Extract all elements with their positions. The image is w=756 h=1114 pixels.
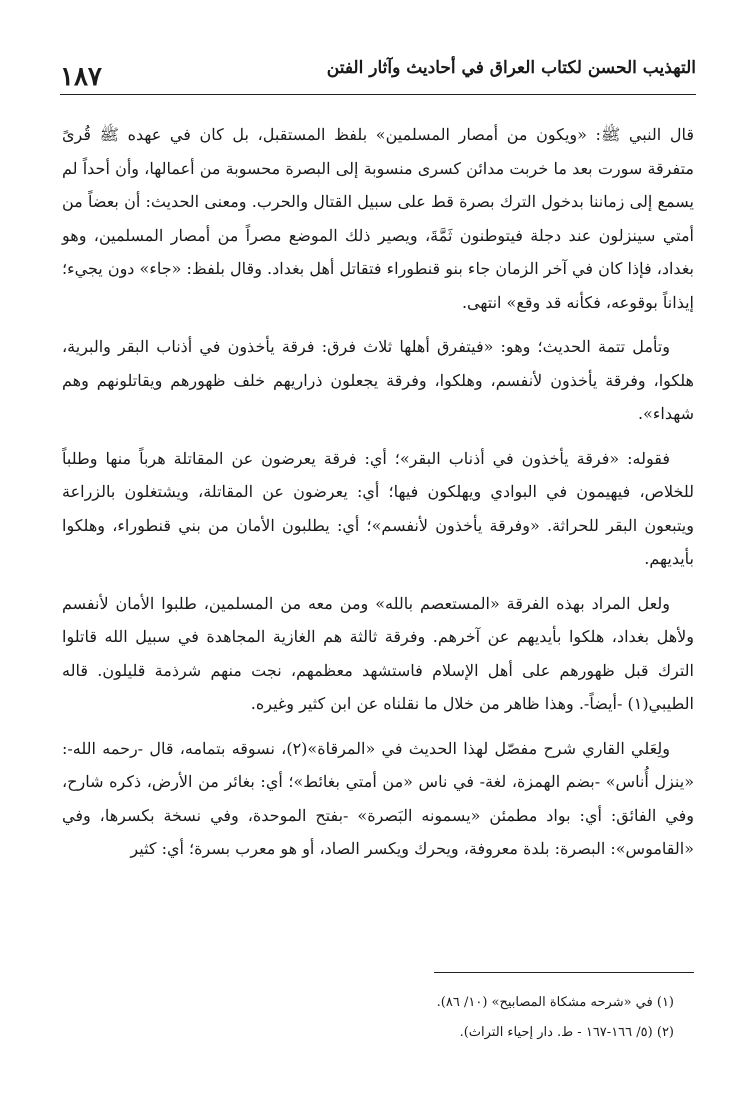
header-divider [60, 94, 696, 95]
page-number: ١٨٧ [60, 62, 102, 92]
footnotes [62, 988, 694, 1048]
paragraph: ولِعَلي القاري شرح مفصّل لهذا الحديث في «المرقاة»(٢)، نسوقه بتمامه، قال -رحمه الله-: «ينزل أُناس» -بضم الهمزة، لغة- في ناس «من أمتي بغائط»؛ أي: بغائر من الأرض، ذكره شارح، وفي الفائق: أي: بواد مطمئن «يسمونه البَصرة» -بفتح الموحدة، وفي نسخة بكسرها، وفي «القاموس»: البصرة: بلدة معروفة، ويحرك ويكسر الصاد، أو هو معرب بسرة؛ أي: كثير [62, 738, 694, 858]
paragraph: ولعل المراد بهذه الفرقة «المستعصم بالله» ومن معه من المسلمين، طلبوا الأمان لأنفسم ولأهل بغداد، هلكوا بأيديهم عن آخرهم. وفرقة ثالثة هم الغازية المجاهدة في سبيل الله قاتلوا الترك قبل ظهورهم على أهل الإسلام فاستشهد معظمهم، نجت منهم شرذمة قليلون. قاله الطيبي(١) -أيضاً-. وهذا ظاهر من خلال ما نقلناه عن ابن كثير وغيره. [62, 593, 695, 713]
paragraph: فقوله: «فرقة يأخذون في أذناب البقر»؛ أي: فرقة يعرضون عن المقاتلة هرباً منها وطلباً للخلاص، فيهيمون في البوادي ويهلكون فيها؛ أي: يعرضون عن المقاتلة، ويشتغلون بالزراعة ويتبعون البقر للحراثة. «وفرقة يأخذون لأنفسم»؛ أي: يطلبون الأمان من بني قنطوراء، وهلكوا بأيديهم. [62, 448, 694, 568]
running-title: التهذيب الحسن لكتاب العراق في أحاديث وآثار الفتن [326, 58, 696, 78]
main-text [62, 118, 694, 877]
paragraph: وتأمل تتمة الحديث؛ وهو: «فيتفرق أهلها ثلاث فرق: فرقة يأخذون في أذناب البقر والبرية، هلكوا، وفرقة يأخذون لأنفسم، وهلكوا، وفرقة يجعلون ذراريهم خلف ظهورهم ويقاتلونهم وهم شهداء». [62, 337, 694, 423]
footnote: (٢) (٥/ ١٦٦-١٦٧ - ط. دار إحياء التراث). [459, 1025, 674, 1040]
footnote: (١) في «شرحه مشكاة المصابيح» (١٠/ ٨٦). [436, 995, 674, 1010]
footnote-divider [434, 972, 694, 973]
paragraph: قال النبي ﷺ: «ويكون من أمصار المسلمين» بلفظ المستقبل، بل كان في عهده ﷺ قُرىً متفرقة سورت بعد ما خربت مدائن كسرى منسوبة إلى البصرة محسوبة من أعمالها، وأن أحداً لم يسمع إلى زماننا بدخول الترك بصرة قط على سبيل القتال والحرب. ومعنى الحديث: أن بعضاً من أمتي سينزلون عند دجلة فيتوطنون ثَمَّةَ، ويصير ذلك الموضع مصراً من أمصار المسلمين، وهو بغداد، فإذا كان في آخر الزمان جاء بنو قنطوراء فتقاتل أهل بغداد. وقال بلفظ: «جاء» دون يجيء؛ إيذاناً بوقوعه، فكأنه قد وقع» انتهى. [62, 125, 694, 312]
page-header [60, 54, 696, 98]
